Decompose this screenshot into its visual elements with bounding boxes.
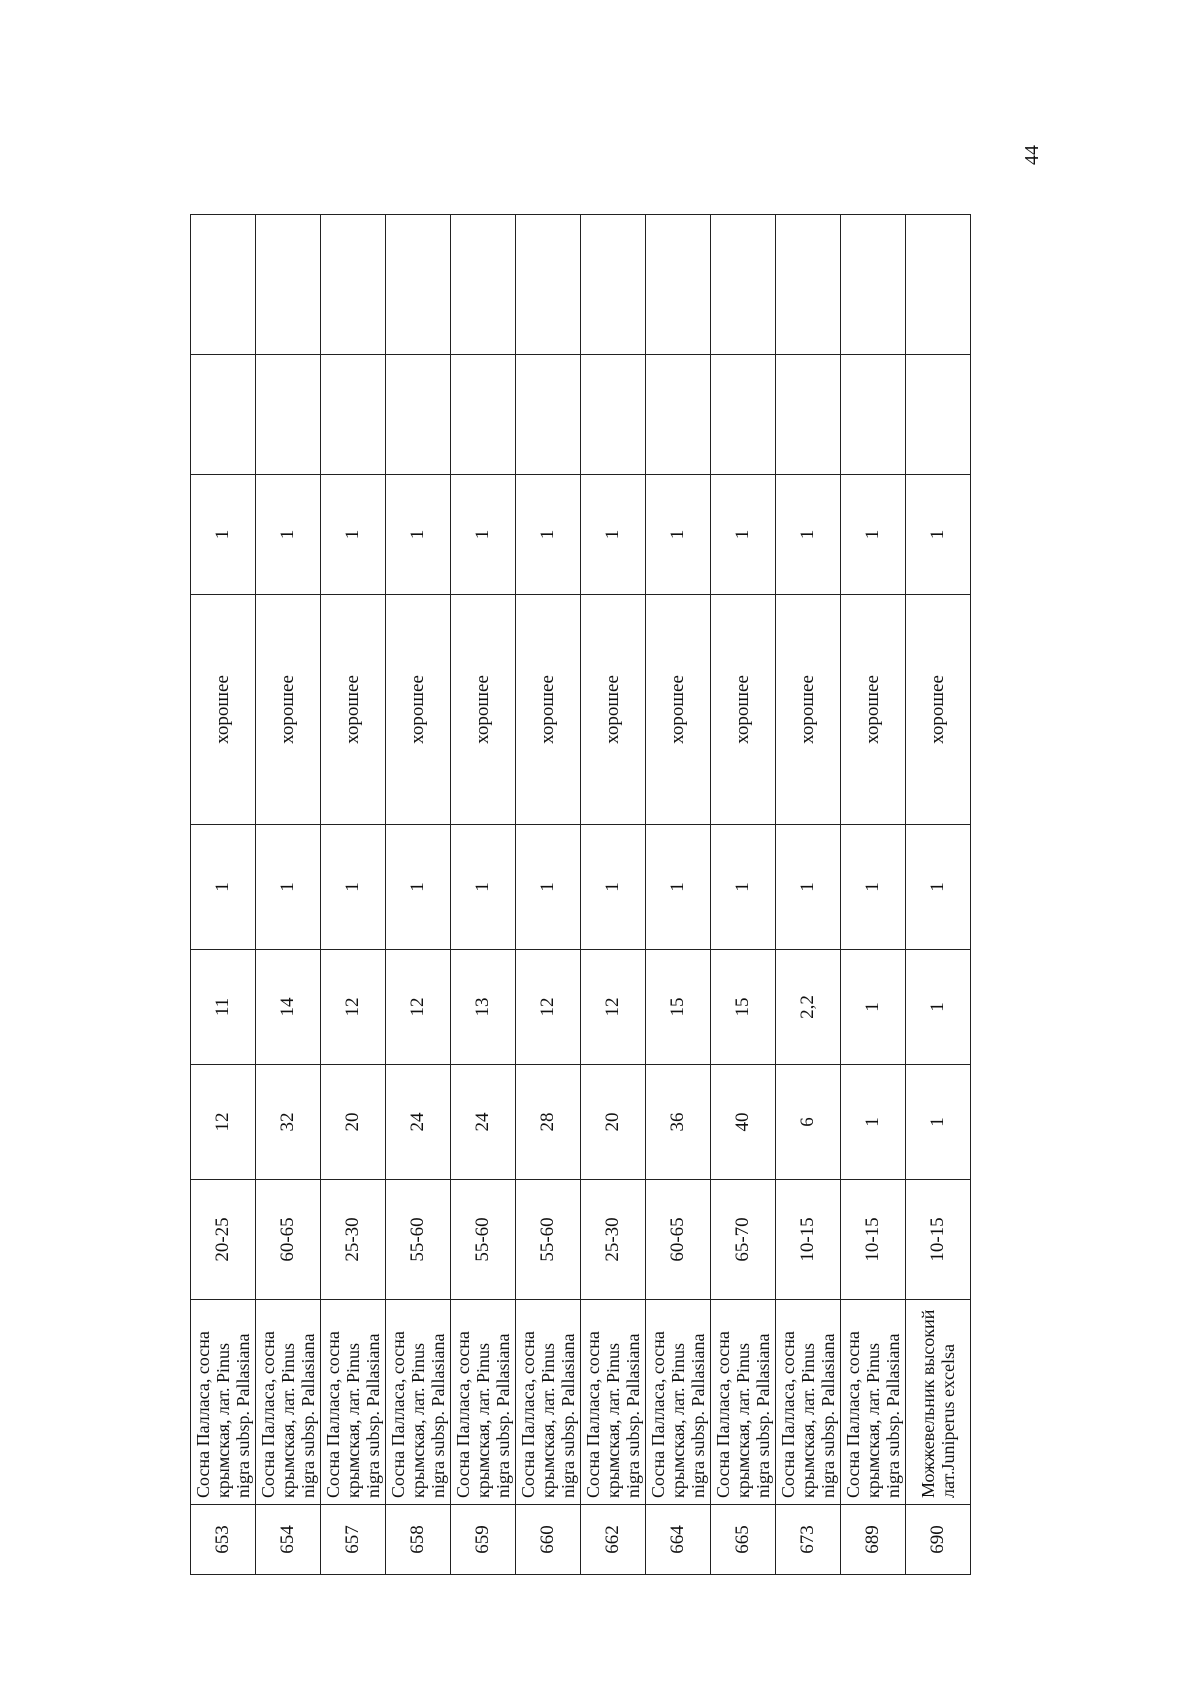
species-name-line: крымская, лат. Pinus <box>213 1343 233 1498</box>
species-name-line: лат.Juniperus excelsa <box>938 1344 958 1498</box>
species-name-line: nigra subsp. Pallasiana <box>753 1333 773 1498</box>
cell-count2: 1 <box>581 475 646 595</box>
cell-extra2 <box>256 215 321 355</box>
species-name-line: Сосна Палласа, сосна <box>778 1331 798 1498</box>
cell-count2: 1 <box>451 475 516 595</box>
cell-species-name <box>646 1300 711 1505</box>
cell-species-name <box>451 1300 516 1505</box>
cell-diameter: 28 <box>516 1065 581 1180</box>
cell-extra1 <box>451 355 516 475</box>
cell-species-name <box>516 1300 581 1505</box>
cell-species-name <box>191 1300 256 1505</box>
species-name-line: nigra subsp. Pallasiana <box>493 1333 513 1498</box>
cell-num: 653 <box>191 1505 256 1575</box>
cell-diameter: 12 <box>191 1065 256 1180</box>
cell-state: хорошее <box>386 595 451 825</box>
tree-inventory-table <box>190 214 971 1575</box>
cell-extra2 <box>841 215 906 355</box>
cell-species-name <box>776 1300 841 1505</box>
cell-extra1 <box>906 355 971 475</box>
table-row <box>646 215 711 1575</box>
cell-num: 689 <box>841 1505 906 1575</box>
species-name-line: крымская, лат. Pinus <box>538 1343 558 1498</box>
cell-state: хорошее <box>451 595 516 825</box>
cell-height: 13 <box>451 950 516 1065</box>
cell-age: 25-30 <box>321 1180 386 1300</box>
cell-num: 664 <box>646 1505 711 1575</box>
cell-count2: 1 <box>711 475 776 595</box>
cell-diameter: 32 <box>256 1065 321 1180</box>
cell-age: 10-15 <box>841 1180 906 1300</box>
table-row <box>711 215 776 1575</box>
cell-diameter: 6 <box>776 1065 841 1180</box>
species-name-line: Можжевельник высокий <box>918 1309 938 1498</box>
species-name-line: nigra subsp. Pallasiana <box>558 1333 578 1498</box>
table-row <box>581 215 646 1575</box>
cell-extra2 <box>191 215 256 355</box>
cell-extra2 <box>451 215 516 355</box>
cell-count: 1 <box>256 825 321 950</box>
cell-state: хорошее <box>711 595 776 825</box>
cell-species-name <box>841 1300 906 1505</box>
species-name-line: крымская, лат. Pinus <box>603 1343 623 1498</box>
table-row <box>386 215 451 1575</box>
cell-state: хорошее <box>841 595 906 825</box>
species-name-line: крымская, лат. Pinus <box>798 1343 818 1498</box>
cell-extra1 <box>776 355 841 475</box>
cell-count2: 1 <box>646 475 711 595</box>
species-name-line: крымская, лат. Pinus <box>408 1343 428 1498</box>
cell-extra1 <box>646 355 711 475</box>
cell-age: 25-30 <box>581 1180 646 1300</box>
cell-count2: 1 <box>516 475 581 595</box>
cell-extra2 <box>386 215 451 355</box>
species-name-line: крымская, лат. Pinus <box>668 1343 688 1498</box>
species-name-line: Сосна Палласа, сосна <box>518 1331 538 1498</box>
cell-species-name <box>581 1300 646 1505</box>
cell-count: 1 <box>191 825 256 950</box>
cell-diameter: 20 <box>581 1065 646 1180</box>
cell-height: 12 <box>386 950 451 1065</box>
cell-state: хорошее <box>646 595 711 825</box>
species-name-line: крымская, лат. Pinus <box>278 1343 298 1498</box>
cell-count: 1 <box>516 825 581 950</box>
species-name-line: Сосна Палласа, сосна <box>258 1331 278 1498</box>
species-name-line: крымская, лат. Pinus <box>863 1343 883 1498</box>
table-container <box>190 215 960 1575</box>
table-row <box>256 215 321 1575</box>
cell-extra2 <box>906 215 971 355</box>
cell-extra1 <box>581 355 646 475</box>
cell-extra2 <box>516 215 581 355</box>
cell-diameter: 24 <box>451 1065 516 1180</box>
cell-diameter: 1 <box>906 1065 971 1180</box>
cell-num: 662 <box>581 1505 646 1575</box>
cell-diameter: 20 <box>321 1065 386 1180</box>
cell-count: 1 <box>646 825 711 950</box>
species-name-line: Сосна Палласа, сосна <box>713 1331 733 1498</box>
species-name-line: Сосна Палласа, сосна <box>648 1331 668 1498</box>
table-row <box>321 215 386 1575</box>
cell-state: хорошее <box>191 595 256 825</box>
cell-extra2 <box>776 215 841 355</box>
cell-count2: 1 <box>256 475 321 595</box>
cell-age: 55-60 <box>516 1180 581 1300</box>
cell-species-name <box>256 1300 321 1505</box>
cell-species-name <box>321 1300 386 1505</box>
cell-num: 654 <box>256 1505 321 1575</box>
cell-extra2 <box>321 215 386 355</box>
cell-height: 14 <box>256 950 321 1065</box>
species-name-line: nigra subsp. Pallasiana <box>363 1333 383 1498</box>
cell-species-name <box>711 1300 776 1505</box>
table-row <box>191 215 256 1575</box>
cell-count2: 1 <box>906 475 971 595</box>
species-name-line: крымская, лат. Pinus <box>473 1343 493 1498</box>
species-name-line: nigra subsp. Pallasiana <box>233 1333 253 1498</box>
cell-count: 1 <box>906 825 971 950</box>
cell-height: 15 <box>646 950 711 1065</box>
species-name-line: крымская, лат. Pinus <box>733 1343 753 1498</box>
cell-count2: 1 <box>386 475 451 595</box>
cell-extra1 <box>841 355 906 475</box>
cell-extra1 <box>711 355 776 475</box>
species-name-line: Сосна Палласа, сосна <box>453 1331 473 1498</box>
species-name-line: nigra subsp. Pallasiana <box>883 1333 903 1498</box>
cell-count: 1 <box>776 825 841 950</box>
cell-diameter: 24 <box>386 1065 451 1180</box>
cell-count2: 1 <box>321 475 386 595</box>
cell-num: 673 <box>776 1505 841 1575</box>
cell-count: 1 <box>841 825 906 950</box>
cell-extra1 <box>191 355 256 475</box>
table-row <box>776 215 841 1575</box>
cell-state: хорошее <box>516 595 581 825</box>
cell-count: 1 <box>386 825 451 950</box>
cell-age: 60-65 <box>646 1180 711 1300</box>
species-name-line: nigra subsp. Pallasiana <box>298 1333 318 1498</box>
cell-state: хорошее <box>581 595 646 825</box>
cell-count2: 1 <box>191 475 256 595</box>
cell-age: 55-60 <box>451 1180 516 1300</box>
cell-extra1 <box>256 355 321 475</box>
table-row <box>841 215 906 1575</box>
cell-age: 65-70 <box>711 1180 776 1300</box>
cell-state: хорошее <box>906 595 971 825</box>
species-name-line: nigra subsp. Pallasiana <box>428 1333 448 1498</box>
cell-num: 659 <box>451 1505 516 1575</box>
species-name-line: Сосна Палласа, сосна <box>193 1331 213 1498</box>
cell-num: 657 <box>321 1505 386 1575</box>
cell-count: 1 <box>711 825 776 950</box>
cell-count: 1 <box>451 825 516 950</box>
cell-extra2 <box>711 215 776 355</box>
cell-height: 12 <box>516 950 581 1065</box>
cell-extra1 <box>321 355 386 475</box>
cell-age: 55-60 <box>386 1180 451 1300</box>
cell-state: хорошее <box>321 595 386 825</box>
cell-count: 1 <box>581 825 646 950</box>
cell-age: 20-25 <box>191 1180 256 1300</box>
table-row <box>906 215 971 1575</box>
cell-diameter: 1 <box>841 1065 906 1180</box>
species-name-line: Сосна Палласа, сосна <box>843 1331 863 1498</box>
cell-species-name <box>906 1300 971 1505</box>
species-name-line: nigra subsp. Pallasiana <box>623 1333 643 1498</box>
cell-num: 658 <box>386 1505 451 1575</box>
cell-diameter: 36 <box>646 1065 711 1180</box>
cell-height: 11 <box>191 950 256 1065</box>
cell-num: 690 <box>906 1505 971 1575</box>
cell-age: 10-15 <box>906 1180 971 1300</box>
cell-state: хорошее <box>776 595 841 825</box>
cell-species-name <box>386 1300 451 1505</box>
species-name-line: крымская, лат. Pinus <box>343 1343 363 1498</box>
cell-diameter: 40 <box>711 1065 776 1180</box>
cell-height: 2,2 <box>776 950 841 1065</box>
cell-num: 660 <box>516 1505 581 1575</box>
cell-extra1 <box>386 355 451 475</box>
cell-height: 1 <box>906 950 971 1065</box>
cell-age: 60-65 <box>256 1180 321 1300</box>
cell-state: хорошее <box>256 595 321 825</box>
species-name-line: Сосна Палласа, сосна <box>388 1331 408 1498</box>
cell-extra2 <box>581 215 646 355</box>
species-name-line: nigra subsp. Pallasiana <box>818 1333 838 1498</box>
cell-height: 12 <box>581 950 646 1065</box>
species-name-line: Сосна Палласа, сосна <box>323 1331 343 1498</box>
cell-height: 15 <box>711 950 776 1065</box>
species-name-line: nigra subsp. Pallasiana <box>688 1333 708 1498</box>
table-row <box>516 215 581 1575</box>
cell-num: 665 <box>711 1505 776 1575</box>
page-number: 44 <box>1021 145 1043 165</box>
cell-count2: 1 <box>776 475 841 595</box>
cell-extra1 <box>516 355 581 475</box>
cell-count: 1 <box>321 825 386 950</box>
cell-extra2 <box>646 215 711 355</box>
table-row <box>451 215 516 1575</box>
cell-count2: 1 <box>841 475 906 595</box>
cell-age: 10-15 <box>776 1180 841 1300</box>
cell-height: 1 <box>841 950 906 1065</box>
cell-height: 12 <box>321 950 386 1065</box>
species-name-line: Сосна Палласа, сосна <box>583 1331 603 1498</box>
